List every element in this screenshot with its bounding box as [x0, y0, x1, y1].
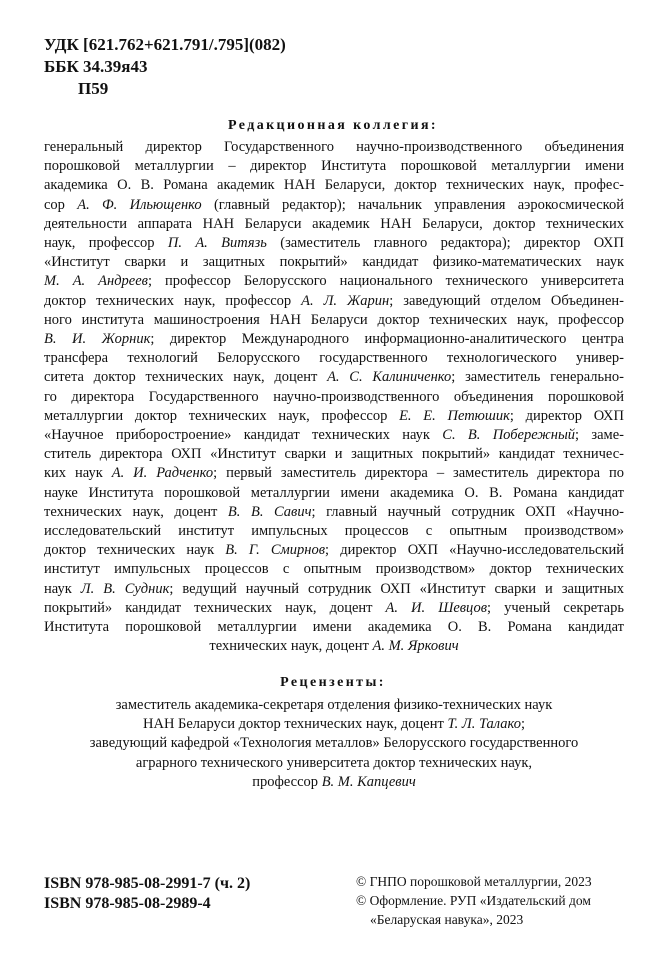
udk-code: УДК [621.762+621.791/.795](082)	[44, 35, 286, 54]
editorial-board-heading: Редакционная коллегия:	[228, 118, 438, 133]
board-line: «Научное приборостроение» кандидат технических наук С. В. Побережный; заме-	[44, 427, 624, 444]
reviewer-line: заместитель академика-секретаря отделения физико-технических наук	[115, 697, 553, 713]
reviewers-text	[44, 696, 624, 792]
person-name: А. М. Яркович	[372, 638, 459, 655]
board-line: технических наук, доцент А. М. Яркович	[209, 638, 459, 655]
person-name: В. М. Капцевич	[321, 773, 416, 790]
board-line: го директора Государственного научно-производственного объединения порошковой	[44, 388, 624, 405]
reviewer-line: профессор В. М. Капцевич	[252, 773, 416, 790]
board-line: доктор технических наук В. Г. Смирнов; директор ОХП «Научно-исследовательский	[44, 542, 625, 559]
editorial-board-text	[44, 138, 624, 656]
board-line: Института порошковой металлургии имени академика О. В. Романа кандидат	[44, 619, 624, 636]
board-line: ситета доктор технических наук, доцент А. С. Калиниченко; заместитель генерально-	[44, 369, 624, 386]
board-line: исследовательский институт импульсных процессов с опытным производством»	[44, 523, 624, 540]
copyright-line: © Оформление. РУП «Издательский дом	[356, 893, 591, 908]
person-name: Е. Е. Петюшик	[399, 407, 510, 424]
board-line: наук, профессор П. А. Витязь (заместитель главного редактора); директор ОХП	[44, 235, 624, 252]
copyright-line: «Беларуская навука», 2023	[370, 912, 524, 927]
person-name: В. Г. Смирнов	[225, 542, 326, 559]
board-line: академика О. В. Романа академик НАН Беларуси, доктор технических наук, профес-	[44, 177, 624, 194]
classification-codes	[44, 34, 286, 100]
board-line: ного института машиностроения НАН Беларуси доктор технических наук, профессор	[44, 311, 624, 328]
board-line: ститель директора ОХП «Институт сварки и защитных покрытий» кандидат техничес-	[44, 446, 624, 463]
person-name: В. И. Жорник	[44, 331, 151, 348]
person-name: А. И. Радченко	[111, 465, 214, 482]
board-line: «Институт сварки и защитных покрытий» кандидат физико-математических наук	[44, 254, 624, 271]
person-name: Т. Л. Талако	[447, 716, 521, 733]
board-line: науке Института порошковой металлургии имени академика О. В. Романа кандидат	[44, 484, 624, 501]
board-line: генеральный директор Государственного научно-производственного объединения	[44, 139, 624, 155]
reviewers-heading: Рецензенты:	[280, 675, 386, 690]
copyright-line: © ГНПО порошковой металлургии, 2023	[356, 874, 592, 889]
board-line: металлургии доктор технических наук, профессор Е. Е. Петюшик; директор ОХП	[44, 407, 624, 424]
person-name: Л. В. Судник	[80, 580, 170, 597]
board-line: порошковой металлургии – директор Института порошковой металлургии имени	[44, 158, 624, 175]
person-name: А. Ф. Ильющенко	[77, 196, 202, 213]
board-line: сор А. Ф. Ильющенко (главный редактор); начальник управления аэрокосмической	[44, 196, 624, 213]
board-line: наук Л. В. Судник; ведущий научный сотрудник ОХП «Институт сварки и защитных	[44, 580, 624, 597]
reviewer-line: заведующий кафедрой «Технология металлов» Белорусского государственного	[89, 735, 579, 752]
reviewer-line: аграрного технического университета доктор технических наук,	[135, 754, 533, 771]
person-name: А. С. Калиниченко	[327, 369, 452, 386]
bbk-code: ББК 34.39я43	[44, 57, 148, 76]
reviewer-line: НАН Беларуси доктор технических наук, доцент Т. Л. Талако;	[143, 716, 525, 733]
board-line: В. И. Жорник; директор Международного информационно-аналитического центра	[44, 331, 624, 348]
person-name: С. В. Побережный	[442, 427, 576, 444]
board-line: М. А. Андреев; профессор Белорусского национального технического университета	[44, 273, 625, 290]
board-line: институт импульсных процессов с опытным производством» доктор технических	[44, 561, 624, 578]
person-name: А. Л. Жарин	[301, 292, 390, 309]
board-line: ких наук А. И. Радченко; первый заместитель директора – заместитель директора по	[44, 465, 624, 482]
copyright-block	[356, 872, 592, 929]
board-line: технических наук, доцент В. В. Савич; главный научный сотрудник ОХП «Научно-	[44, 503, 625, 520]
board-line: трансфера технологий Белорусского государственного технологического универ-	[44, 350, 624, 367]
isbn-block	[44, 874, 250, 914]
person-name: П. А. Витязь	[167, 235, 267, 252]
board-line: доктор технических наук, профессор А. Л. Жарин; заведующий отделом Объединен-	[44, 292, 625, 309]
person-name: М. А. Андреев	[44, 273, 148, 290]
person-name: В. В. Савич	[227, 503, 312, 520]
isbn-set: ISBN 978-985-08-2989-4	[44, 895, 211, 912]
board-line: деятельности аппарата НАН Беларуси академик НАН Беларуси, доктор технических	[44, 215, 624, 232]
board-line: покрытий» кандидат технических наук, доцент А. И. Шевцов; ученый секретарь	[44, 599, 624, 616]
author-index: П59	[78, 79, 109, 98]
person-name: А. И. Шевцов	[385, 599, 488, 616]
isbn-part: ISBN 978-985-08-2991-7 (ч. 2)	[44, 875, 251, 892]
